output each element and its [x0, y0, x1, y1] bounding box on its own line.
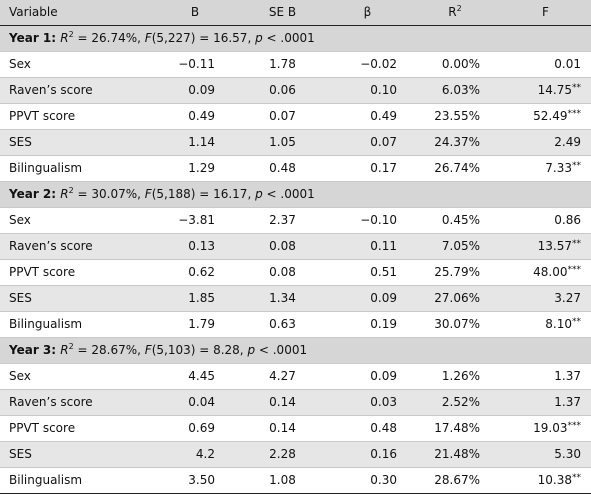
year-summary: Year 3: $R^2 = 28.67\%$, F(5,103) = 8.28, p < .0001 [9, 342, 308, 357]
table-row [0, 364, 591, 390]
cell-variable: PPVT score [9, 265, 76, 279]
f-stat: 0.86 [554, 213, 581, 227]
f-stat: 14.75 [537, 83, 572, 97]
cell-beta: 0.03 [370, 395, 397, 409]
f-stat: 48.00 [533, 265, 568, 279]
p-label: p [255, 31, 263, 45]
cell-r2: 1.26% [441, 369, 480, 383]
cell-variable: Raven’s score [9, 239, 93, 253]
significance-stars: ** [572, 473, 581, 483]
significance-stars: *** [567, 421, 581, 431]
r2-value: = 26.74%, [73, 31, 145, 45]
cell-b: 1.14 [188, 135, 215, 149]
cell-r2: 0.00% [441, 57, 480, 71]
cell-f [500, 52, 591, 78]
header-b: B [150, 0, 240, 26]
cell-se-b: 1.78 [269, 57, 296, 71]
cell-r2: 24.37% [434, 135, 480, 149]
cell-b: 3.50 [188, 473, 215, 487]
cell-f [500, 364, 591, 390]
cell-beta: 0.51 [370, 265, 397, 279]
header-beta: β [325, 0, 410, 26]
significance-stars: ** [572, 161, 581, 171]
f-stat: 8.10 [545, 317, 572, 331]
header-r2-superscript: 2 [456, 4, 462, 13]
significance-stars: ** [572, 239, 581, 249]
table-body [0, 26, 591, 494]
r2-superscript: 2 [68, 186, 74, 195]
year-header-row [0, 182, 591, 208]
cell-r2: 30.07% [434, 317, 480, 331]
header-f: F [500, 0, 591, 26]
table-row [0, 468, 591, 494]
cell-b: −3.81 [178, 213, 215, 227]
cell-b: 4.2 [195, 447, 215, 461]
header-r2 [410, 0, 500, 26]
cell-se-b: 1.08 [269, 473, 296, 487]
table-row [0, 104, 591, 130]
f-label: F [144, 187, 152, 201]
cell-beta: 0.11 [370, 239, 397, 253]
significance-stars: ** [572, 83, 581, 93]
cell-variable: Sex [9, 57, 31, 71]
f-label: F [144, 343, 152, 357]
cell-r2: 6.03% [441, 83, 480, 97]
cell-se-b: 0.06 [269, 83, 296, 97]
cell-beta: 0.48 [370, 421, 397, 435]
cell-f [500, 156, 591, 182]
f-stat: 10.38 [537, 473, 572, 487]
cell-beta: 0.07 [370, 135, 397, 149]
f-stat: 3.27 [554, 291, 581, 305]
cell-r2: 0.45% [441, 213, 480, 227]
year-label: Year 1 [9, 31, 52, 45]
header-se-b: SE B [240, 0, 325, 26]
cell-b: 0.69 [188, 421, 215, 435]
table-row [0, 286, 591, 312]
table-row [0, 442, 591, 468]
f-value: (5,103) = 8.28, [151, 343, 248, 357]
year-header-row [0, 26, 591, 52]
p-label: p [247, 343, 256, 357]
cell-se-b: 0.48 [269, 161, 296, 175]
cell-se-b: 0.08 [269, 265, 296, 279]
table-row [0, 390, 591, 416]
cell-f [500, 312, 591, 338]
cell-beta: 0.30 [370, 473, 397, 487]
cell-f [500, 442, 591, 468]
cell-r2: 23.55% [434, 109, 480, 123]
f-stat: 1.37 [554, 395, 581, 409]
cell-variable: Bilingualism [9, 317, 83, 331]
cell-r2: 27.06% [434, 291, 480, 305]
cell-b: 1.29 [188, 161, 215, 175]
cell-variable: Raven’s score [9, 83, 93, 97]
cell-f [500, 468, 591, 494]
cell-f [500, 78, 591, 104]
cell-variable: Bilingualism [9, 473, 83, 487]
table-row [0, 312, 591, 338]
r2-superscript: 2 [68, 30, 74, 39]
f-stat: 2.49 [554, 135, 581, 149]
year-header-row [0, 338, 591, 364]
cell-beta: 0.17 [370, 161, 397, 175]
cell-b: 4.45 [188, 369, 215, 383]
cell-beta: 0.09 [370, 369, 397, 383]
cell-f [500, 104, 591, 130]
f-value: (5,227) = 16.57, [151, 31, 256, 45]
cell-f [500, 208, 591, 234]
p-label: p [255, 187, 263, 201]
cell-r2: 25.79% [434, 265, 480, 279]
cell-f [500, 390, 591, 416]
f-label: F [144, 31, 152, 45]
cell-r2: 7.05% [441, 239, 480, 253]
f-stat: 5.30 [554, 447, 581, 461]
cell-r2: 2.52% [441, 395, 480, 409]
year-summary: Year 1: $R^2 = 26.74\%$, F(5,227) = 16.57, p < .0001 [9, 30, 315, 45]
cell-b: 0.04 [188, 395, 215, 409]
table-row [0, 52, 591, 78]
cell-f [500, 234, 591, 260]
cell-b: 1.79 [188, 317, 215, 331]
r2-value: = 30.07%, [73, 187, 145, 201]
cell-r2: 17.48% [434, 421, 480, 435]
cell-r2: 26.74% [434, 161, 480, 175]
cell-variable: SES [9, 447, 32, 461]
f-stat: 19.03 [533, 421, 568, 435]
f-stat: 1.37 [554, 369, 581, 383]
cell-variable: Sex [9, 213, 31, 227]
cell-se-b: 0.14 [269, 421, 296, 435]
header-row [0, 0, 591, 26]
cell-r2: 28.67% [434, 473, 480, 487]
cell-beta: −0.02 [360, 57, 397, 71]
f-stat: 52.49 [533, 109, 568, 123]
f-stat: 7.33 [545, 161, 572, 175]
significance-stars: *** [567, 109, 581, 119]
cell-variable: Bilingualism [9, 161, 83, 175]
r2-label: R [60, 187, 69, 201]
cell-se-b: 2.37 [269, 213, 296, 227]
cell-f [500, 260, 591, 286]
cell-se-b: 0.07 [269, 109, 296, 123]
table-row [0, 78, 591, 104]
cell-f [500, 130, 591, 156]
cell-r2: 21.48% [434, 447, 480, 461]
cell-beta: −0.10 [360, 213, 397, 227]
year-label: Year 2 [9, 187, 52, 201]
header-r2-label: R [448, 5, 457, 19]
cell-beta: 0.09 [370, 291, 397, 305]
cell-se-b: 0.63 [269, 317, 296, 331]
r2-label: R [60, 343, 69, 357]
table-row [0, 156, 591, 182]
r2-label: R [60, 31, 69, 45]
cell-variable: SES [9, 135, 32, 149]
table-row [0, 260, 591, 286]
cell-f [500, 286, 591, 312]
f-stat: 13.57 [537, 239, 572, 253]
year-label: Year 3 [9, 343, 52, 357]
cell-se-b: 2.28 [269, 447, 296, 461]
p-value: < .0001 [255, 343, 308, 357]
cell-variable: PPVT score [9, 421, 76, 435]
f-value: (5,188) = 16.17, [151, 187, 256, 201]
cell-b: 0.13 [188, 239, 215, 253]
year-summary: Year 2: $R^2 = 30.07\%$, F(5,188) = 16.17, p < .0001 [9, 186, 315, 201]
cell-beta: 0.16 [370, 447, 397, 461]
cell-se-b: 4.27 [269, 369, 296, 383]
cell-se-b: 0.14 [269, 395, 296, 409]
cell-variable: Sex [9, 369, 31, 383]
cell-b: 0.49 [188, 109, 215, 123]
table-row [0, 130, 591, 156]
p-value: < .0001 [262, 31, 315, 45]
p-value: < .0001 [262, 187, 315, 201]
r2-superscript: 2 [68, 342, 74, 351]
cell-se-b: 1.34 [269, 291, 296, 305]
cell-variable: PPVT score [9, 109, 76, 123]
cell-f [500, 416, 591, 442]
significance-stars: ** [572, 317, 581, 327]
cell-beta: 0.19 [370, 317, 397, 331]
f-stat: 0.01 [554, 57, 581, 71]
cell-b: 0.09 [188, 83, 215, 97]
table-row [0, 208, 591, 234]
cell-b: −0.11 [178, 57, 215, 71]
significance-stars: *** [567, 265, 581, 275]
table-row [0, 416, 591, 442]
table-row [0, 234, 591, 260]
header-variable: Variable [0, 0, 150, 26]
cell-variable: SES [9, 291, 32, 305]
cell-variable: Raven’s score [9, 395, 93, 409]
cell-beta: 0.10 [370, 83, 397, 97]
cell-se-b: 0.08 [269, 239, 296, 253]
r2-value: = 28.67%, [73, 343, 145, 357]
cell-se-b: 1.05 [269, 135, 296, 149]
cell-b: 1.85 [188, 291, 215, 305]
cell-beta: 0.49 [370, 109, 397, 123]
cell-b: 0.62 [188, 265, 215, 279]
